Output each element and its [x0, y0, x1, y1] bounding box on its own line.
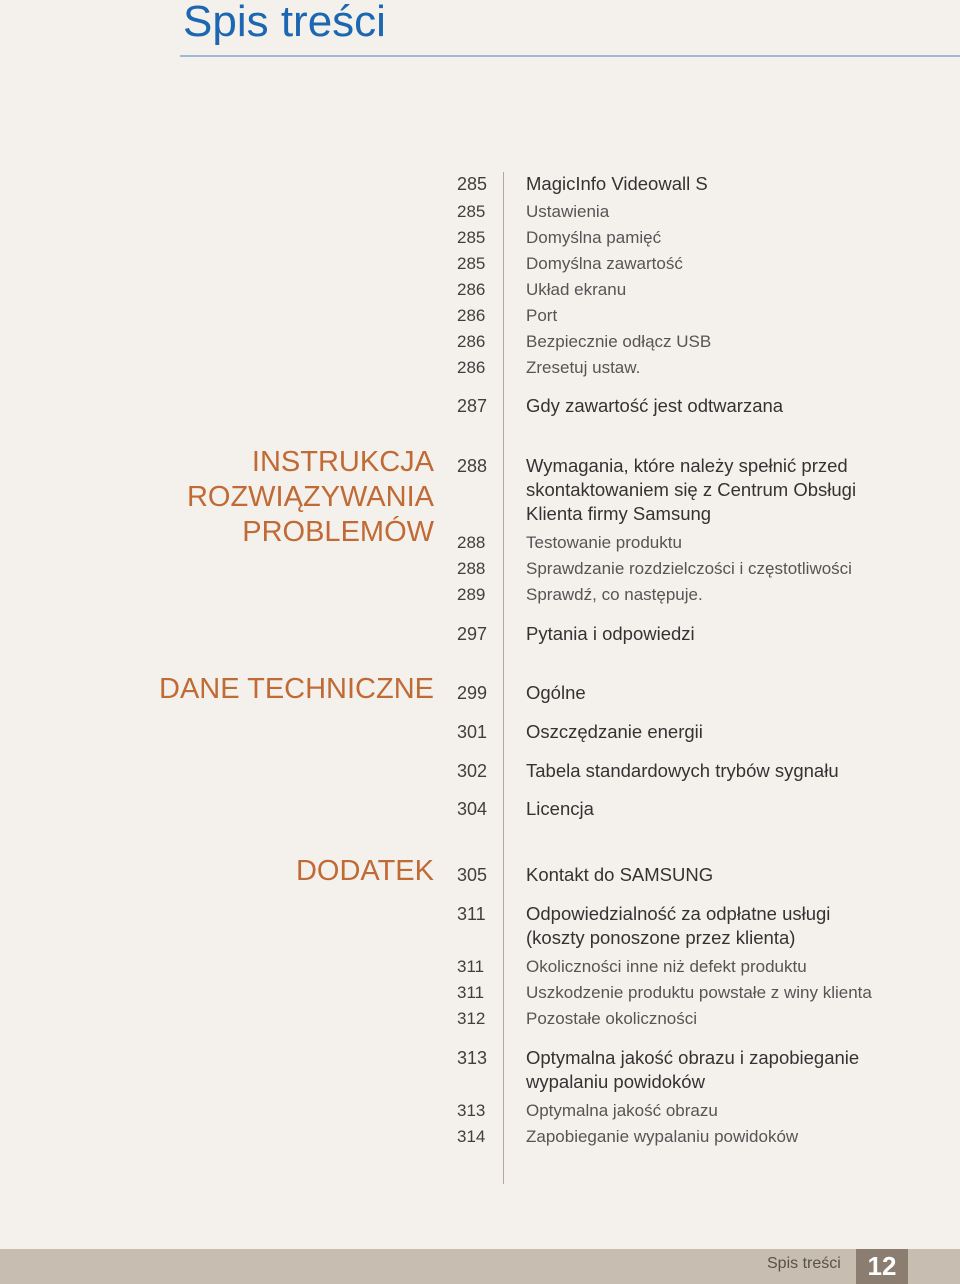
toc-entry-link[interactable]: Domyślna zawartość [526, 254, 683, 273]
page-title: Spis treści [183, 0, 386, 46]
toc-entry-link[interactable]: Odpowiedzialność za odpłatne usługi (koszty ponoszone przez klienta) [526, 903, 831, 948]
toc-page-number: 289 [457, 585, 486, 604]
toc-page-number: 297 [457, 624, 488, 644]
section-title-specs: DANE TECHNICZNE [159, 673, 434, 705]
toc-page-number: 286 [457, 332, 486, 351]
toc-entry-link[interactable]: Domyślna pamięć [526, 228, 662, 247]
toc-page-number: 285 [457, 174, 488, 194]
toc-page-number: 314 [457, 1127, 486, 1146]
toc-entry-link[interactable]: Uszkodzenie produktu powstałe z winy klienta [526, 983, 872, 1002]
toc-entry-link[interactable]: MagicInfo Videowall S [526, 173, 708, 194]
toc-entry-link[interactable]: Okoliczności inne niż defekt produktu [526, 957, 807, 976]
toc-entry-link[interactable]: Testowanie produktu [526, 533, 682, 552]
toc-entry-link[interactable]: Optymalna jakość obrazu [526, 1101, 718, 1120]
toc-entry-link[interactable]: Układ ekranu [526, 280, 627, 299]
toc-page-number: 311 [457, 983, 485, 1002]
toc-page-number: 311 [457, 904, 486, 924]
toc-page-number: 312 [457, 1009, 486, 1028]
toc-page-number: 286 [457, 358, 486, 377]
toc-page-number: 286 [457, 306, 486, 325]
toc-entry-link[interactable]: Zresetuj ustaw. [526, 358, 641, 377]
section-title-troubleshooting: INSTRUKCJA ROZWIĄZYWANIA PROBLEMÓW [186, 446, 434, 548]
toc-entry-link[interactable]: Oszczędzanie energii [526, 721, 703, 742]
toc-page-number: 287 [457, 396, 488, 416]
toc-entry-link[interactable]: Wymagania, które należy spełnić przed skontaktowaniem się z Centrum Obsługi Klienta firmy Samsung [526, 455, 857, 524]
toc-page-number: 288 [457, 456, 488, 476]
toc-entry-link[interactable]: Gdy zawartość jest odtwarzana [526, 395, 784, 416]
footer-section-label: Spis treści [767, 1255, 841, 1272]
toc-entry-link[interactable]: Zapobieganie wypalaniu powidoków [526, 1127, 799, 1146]
toc-entry-link[interactable]: Tabela standardowych trybów sygnału [526, 760, 839, 781]
toc-page-number: 302 [457, 761, 488, 781]
toc-entry-link[interactable]: Sprawdź, co następuje. [526, 585, 703, 604]
toc-entry-link[interactable]: Optymalna jakość obrazu i zapobieganie wypalaniu powidoków [526, 1047, 860, 1092]
toc-page-number: 311 [457, 957, 485, 976]
toc-entry-link[interactable]: Ogólne [526, 682, 586, 703]
toc-page-number: 285 [457, 202, 486, 221]
toc-page-number: 313 [457, 1101, 486, 1120]
toc-page-number: 304 [457, 799, 488, 819]
toc-entry-link[interactable]: Pytania i odpowiedzi [526, 623, 695, 644]
toc-page-number: 286 [457, 280, 486, 299]
toc-entry-link[interactable]: Bezpiecznie odłącz USB [526, 332, 712, 351]
toc-page-number: 288 [457, 533, 486, 552]
toc-entry-link[interactable]: Port [526, 306, 558, 325]
toc-page-number: 299 [457, 683, 488, 703]
toc-page-number: 285 [457, 254, 486, 273]
footer-page-number: 12 [856, 1249, 908, 1284]
section-title-appendix: DODATEK [295, 855, 434, 887]
toc-page-number: 285 [457, 228, 486, 247]
toc-entry-link[interactable]: Licencja [526, 798, 594, 819]
toc-entry-link[interactable]: Ustawienia [526, 202, 610, 221]
toc-page-number: 305 [457, 865, 488, 885]
toc-page-number: 313 [457, 1048, 488, 1068]
toc-entry-link[interactable]: Kontakt do SAMSUNG [526, 864, 714, 885]
title-divider [180, 55, 960, 57]
toc-page-number: 301 [457, 722, 488, 742]
toc-divider-line [503, 172, 504, 1184]
toc-page-number: 288 [457, 559, 486, 578]
toc-entry-link[interactable]: Sprawdzanie rozdzielczości i częstotliwości [526, 559, 852, 578]
toc-entry-link[interactable]: Pozostałe okoliczności [526, 1009, 698, 1028]
